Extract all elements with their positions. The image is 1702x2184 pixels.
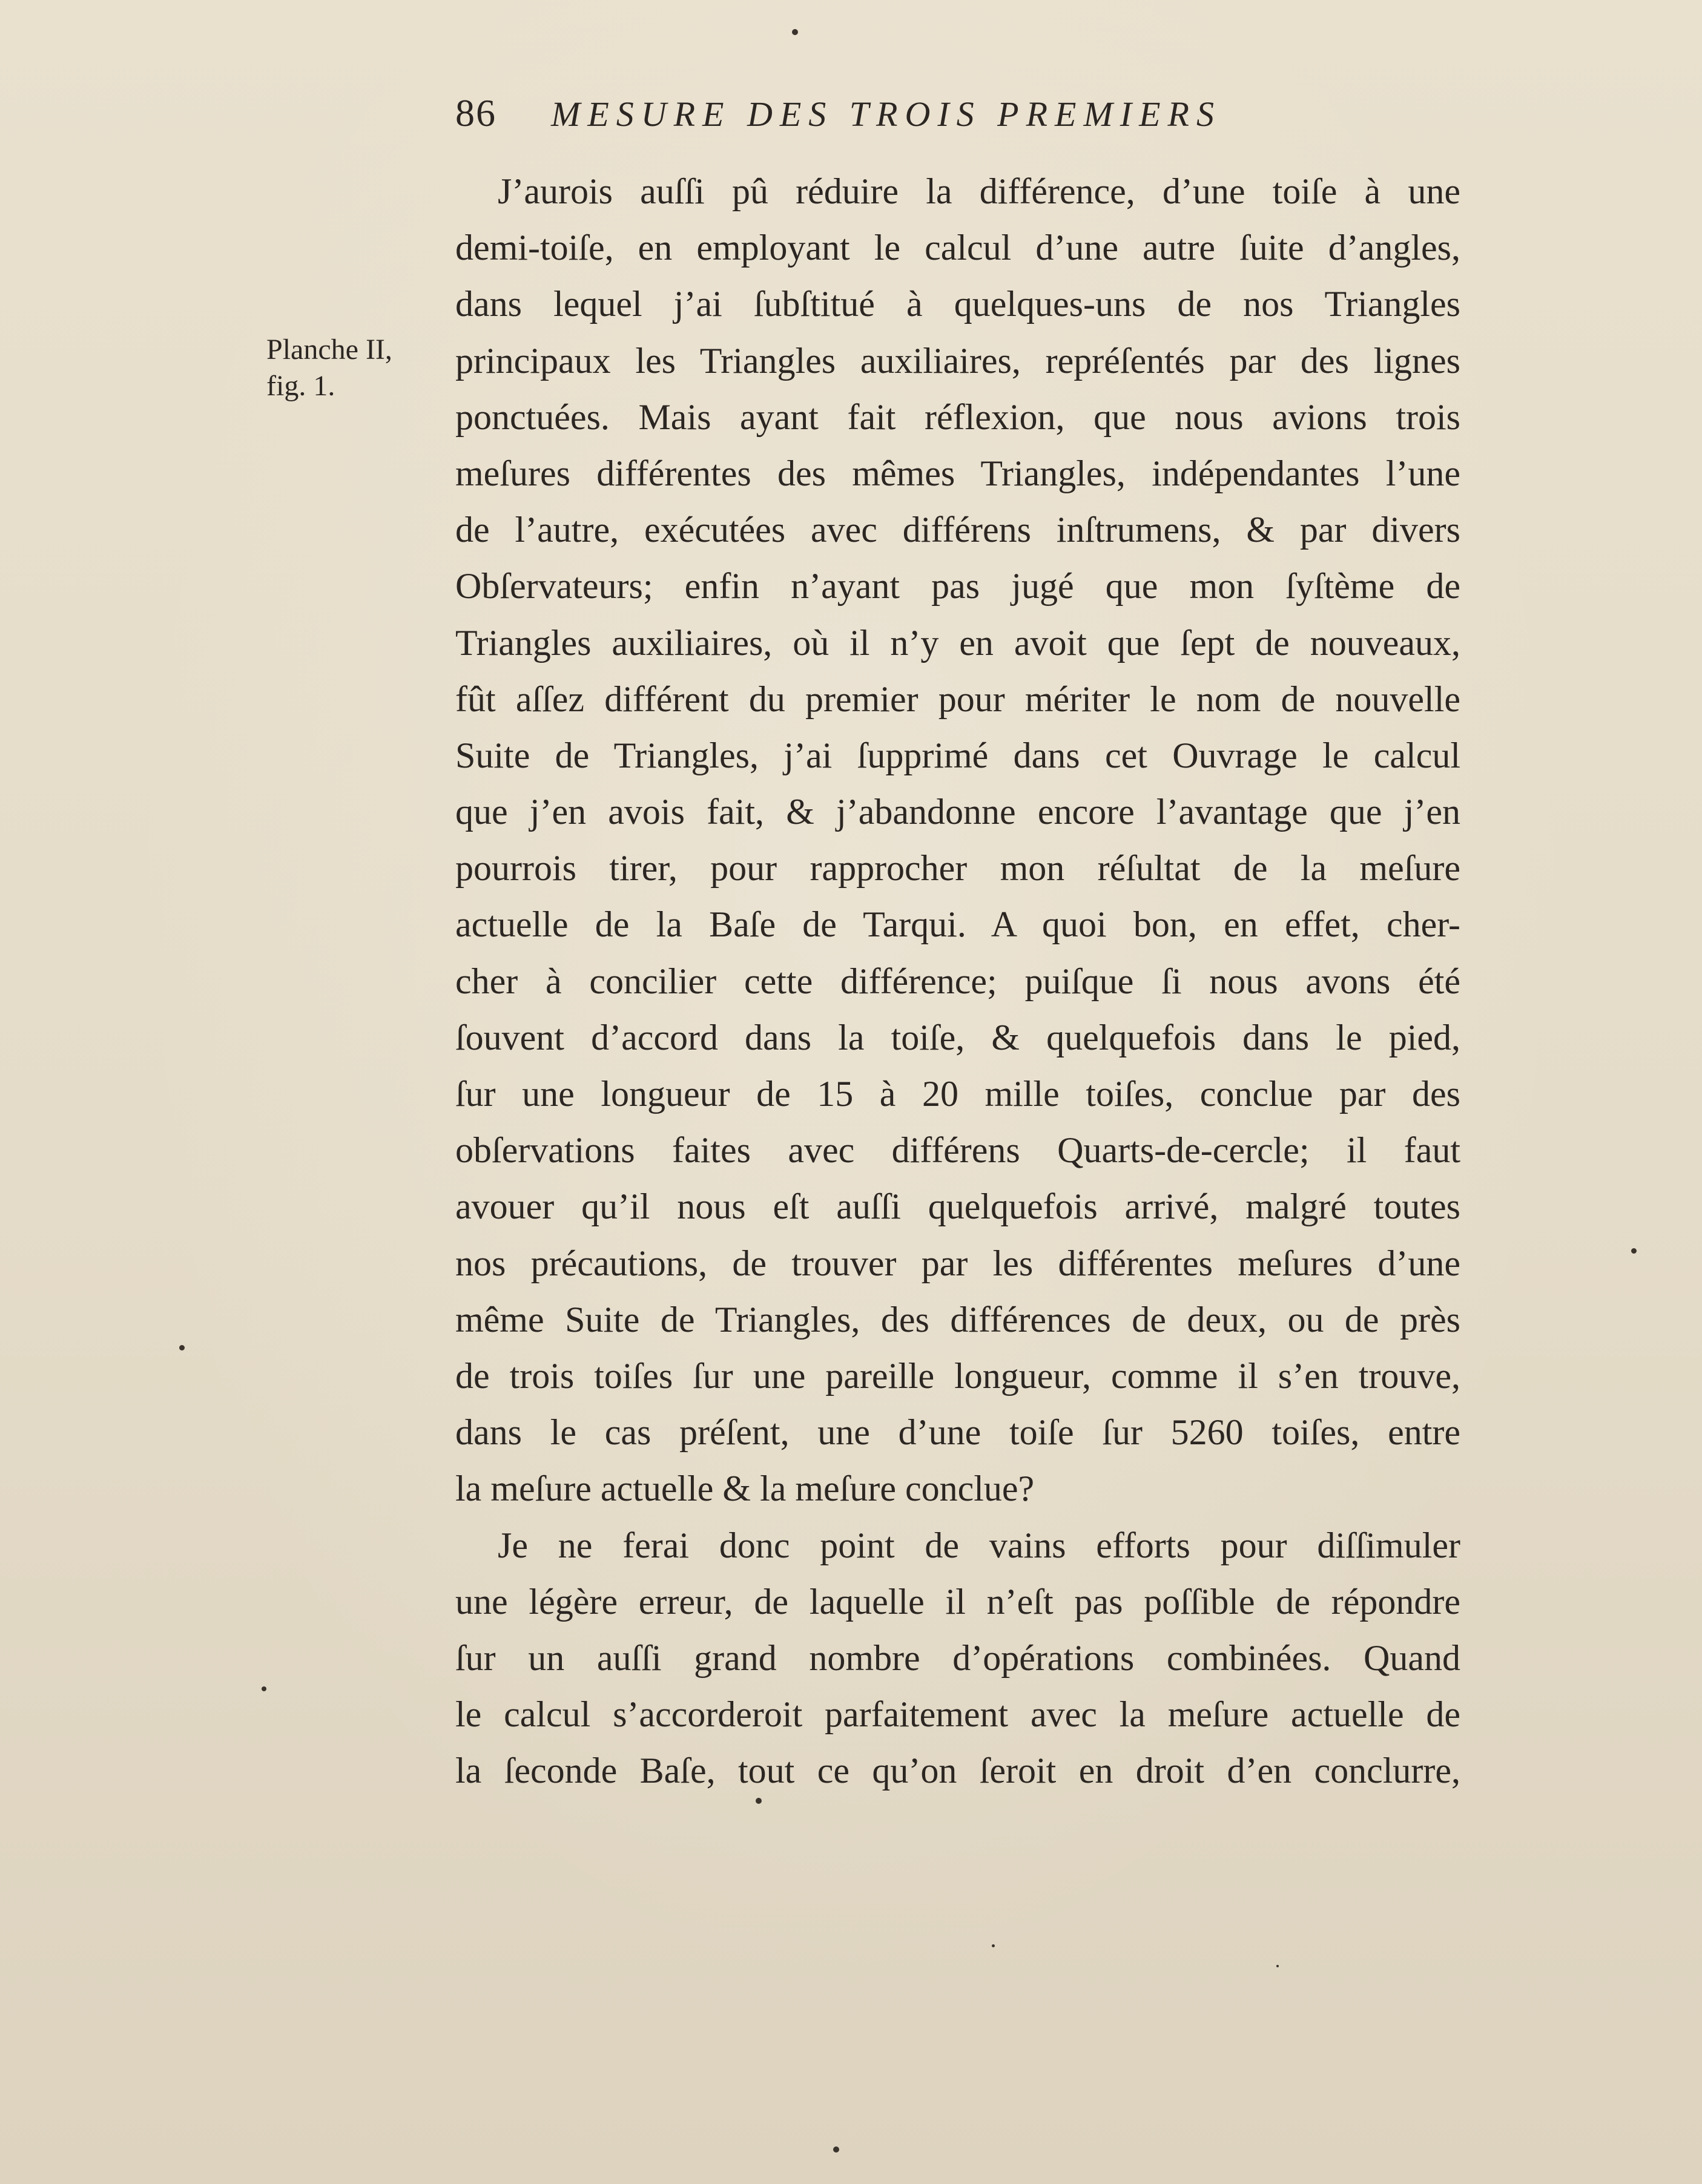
text-line: dans le cas préſent, une d’une toiſe ſur 5260 toiſes, entre	[455, 1412, 1460, 1453]
text-line: principaux les Triangles auxiliaires, repréſentés par des lignes	[455, 340, 1460, 381]
text-line: dans lequel j’ai ſubſtitué à quelques-uns de nos Triangles	[455, 284, 1460, 324]
text-line: ponctuées. Mais ayant fait réflexion, que nous avions trois	[455, 396, 1460, 437]
text-line: cher à concilier cette différence; puiſque ſi nous avons été	[455, 961, 1460, 1001]
margin-note-figure: fig. 1.	[266, 370, 335, 402]
text-line: Obſervateurs; enfin n’ayant pas jugé que mon ſyſtème de	[455, 566, 1460, 607]
text-line: actuelle de la Baſe de Tarqui. A quoi bon, en effet, cher-	[455, 904, 1460, 945]
ink-speck	[833, 2146, 839, 2153]
text-line: Suite de Triangles, j’ai ſupprimé dans cet Ouvrage le calcul	[455, 735, 1460, 775]
body-text	[455, 163, 1460, 1799]
text-line: la ſeconde Baſe, tout ce qu’on ſeroit en droit d’en conclurre,	[455, 1751, 1460, 1791]
text-line: ſur un auſſi grand nombre d’opérations combinées. Quand	[455, 1637, 1460, 1678]
text-line: demi-toiſe, en employant le calcul d’une autre ſuite d’angles,	[455, 228, 1460, 268]
ink-speck	[992, 1944, 995, 1947]
page-number: 86	[455, 91, 496, 134]
text-line: meſures différentes des mêmes Triangles, indépendantes l’une	[455, 453, 1460, 493]
text-line: même Suite de Triangles, des différences de deux, ou de près	[455, 1299, 1460, 1340]
text-line: que j’en avois fait, & j’abandonne encore l’avantage que j’en	[455, 792, 1460, 832]
paragraph-2	[455, 1518, 1460, 1800]
text-line: une légère erreur, de laquelle il n’eſt pas poſſible de répondre	[455, 1581, 1460, 1622]
text-line: avouer qu’il nous eſt auſſi quelquefois arrivé, malgré toutes	[455, 1186, 1460, 1227]
text-line: la meſure actuelle & la meſure concluе?	[455, 1469, 1035, 1509]
text-line: Triangles auxiliaires, où il n’y en avoit que ſept de nouveaux,	[455, 622, 1460, 663]
text-line: nos précautions, de trouver par les différentes meſures d’une	[455, 1243, 1460, 1283]
page-header	[455, 91, 1448, 151]
text-line: le calcul s’accorderoit parfaitement avec la meſure actuelle de	[455, 1694, 1460, 1735]
text-line: Je ne ferai donc point de vains efforts pour diſſimuler	[498, 1525, 1460, 1565]
paragraph-1	[455, 163, 1460, 1518]
text-line: obſervations faites avec différens Quarts-de-cercle; il faut	[455, 1130, 1460, 1171]
text-line: de l’autre, exécutées avec différens inſtrumens, & par divers	[455, 510, 1460, 550]
text-line: J’aurois auſſi pû réduire la différence, d’une toiſe à une	[498, 171, 1460, 211]
margin-note	[266, 332, 448, 404]
ink-speck	[262, 1686, 266, 1691]
text-line: de trois toiſes ſur une pareille longueur, comme il s’en trouve,	[455, 1355, 1460, 1396]
ink-speck	[1631, 1248, 1637, 1254]
ink-speck	[1276, 1965, 1279, 1967]
text-line: ſur une longueur de 15 à 20 mille toiſes, concluе par des	[455, 1074, 1460, 1114]
text-line: fût aſſez différent du premier pour mériter le nom de nouvelle	[455, 679, 1460, 719]
margin-note-plate: Planche II,	[266, 334, 392, 366]
running-title: MESURE DES TROIS PREMIERS	[551, 94, 1221, 134]
ink-speck	[756, 1798, 762, 1804]
text-line: pourrois tirer, pour rapprocher mon réſultat de la meſure	[455, 848, 1460, 889]
text-line: ſouvent d’accord dans la toiſe, & quelquefois dans le pied,	[455, 1017, 1460, 1057]
ink-speck	[179, 1345, 185, 1350]
ink-speck	[792, 29, 798, 35]
